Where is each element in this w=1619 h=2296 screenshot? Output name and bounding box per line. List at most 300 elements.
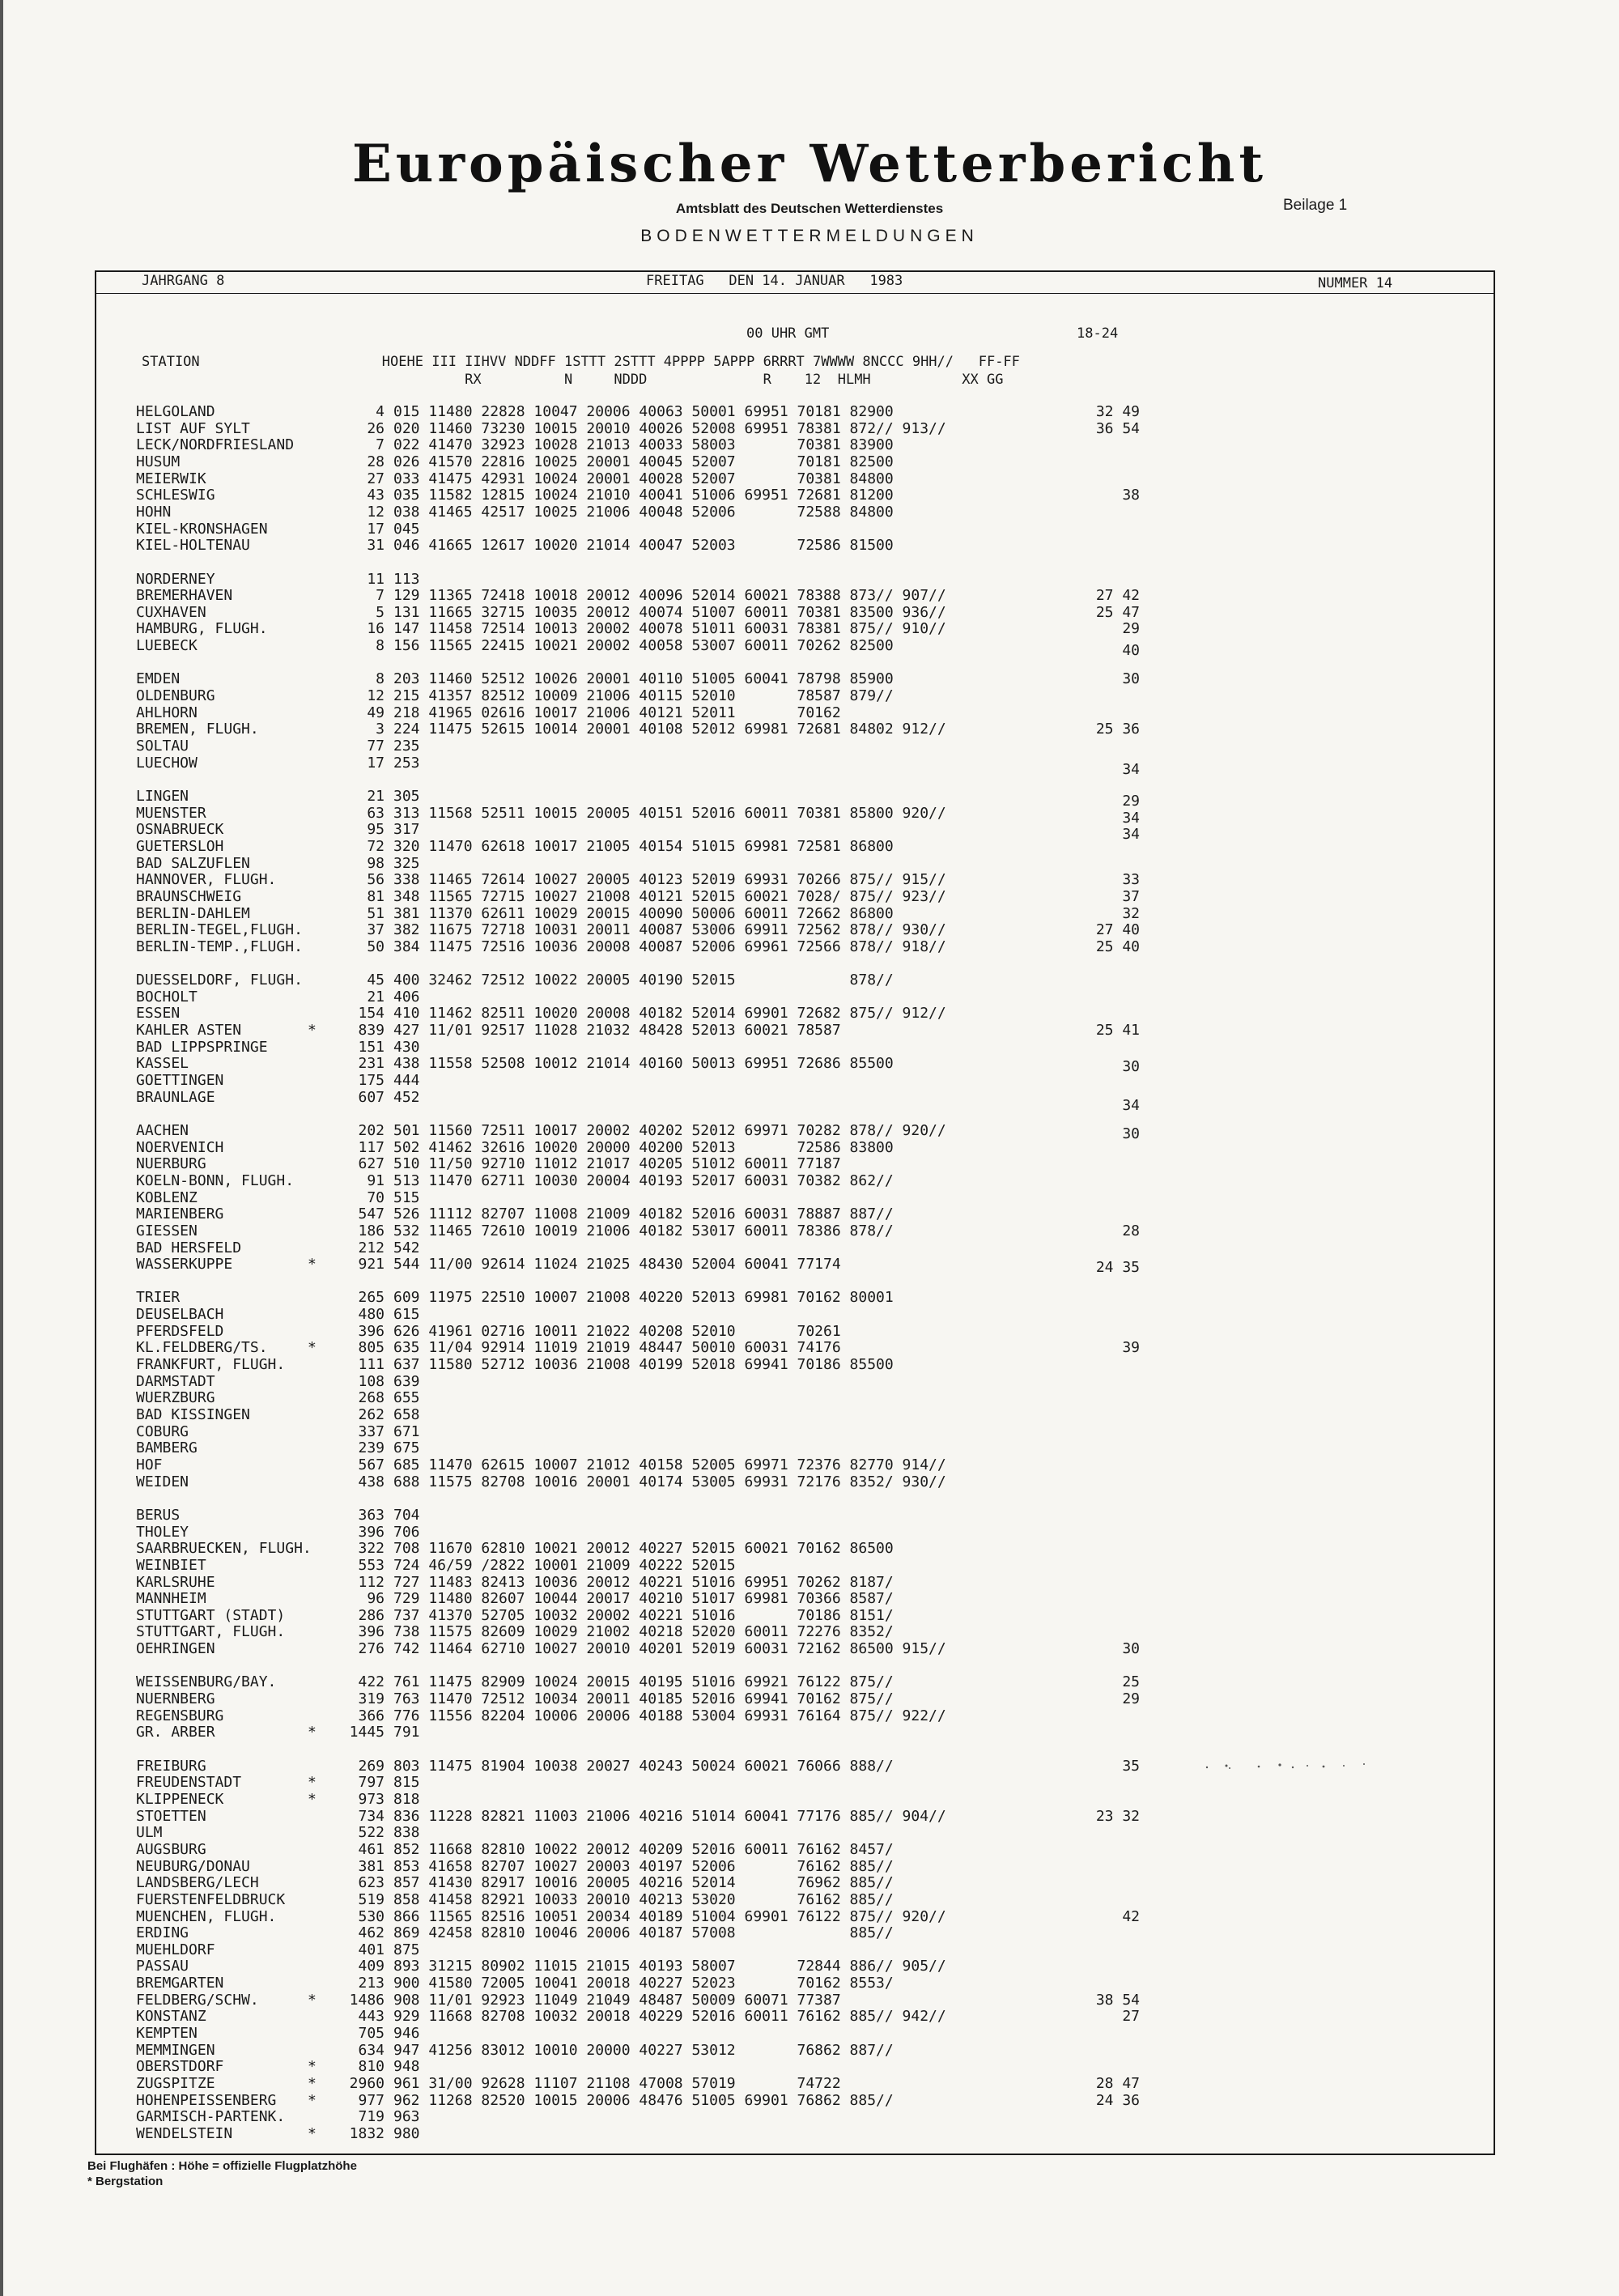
station-report-codes: 510 11/50 92710 11012 21017 40205 51012 60011 77187	[393, 1155, 841, 1173]
table-row	[136, 1022, 1464, 1039]
station-report-codes: 384 11475 72516 10036 20008 40087 52006 69961 72566 878// 918//	[393, 938, 946, 955]
table-row	[136, 1791, 1464, 1808]
station-name: WEISSENBURG/BAY.	[136, 1673, 277, 1691]
table-row	[136, 1673, 1464, 1690]
table-row	[136, 504, 1464, 521]
station-elevation: 422	[358, 1673, 385, 1691]
station-name: HANNOVER, FLUGH.	[136, 871, 277, 889]
table-row	[136, 704, 1464, 721]
table-row	[136, 1189, 1464, 1206]
station-elevation: 921	[358, 1256, 385, 1273]
table-row	[136, 1139, 1464, 1156]
station-elevation: 269	[358, 1757, 385, 1775]
station-report-codes: 038 41465 42517 10025 21006 40048 52006 72588 84800	[393, 503, 894, 521]
table-row	[136, 1323, 1464, 1340]
station-report-codes: 501 11560 72511 10017 20002 40202 52012 69971 70282 878// 920//	[393, 1121, 946, 1139]
station-elevation: 4	[376, 403, 385, 420]
table-row	[136, 1339, 1464, 1356]
station-name: WEINBIET	[136, 1556, 206, 1574]
station-elevation: 480	[358, 1306, 385, 1324]
table-row	[136, 587, 1464, 604]
station-elevation: 810	[358, 2058, 385, 2076]
station-report-codes: 900 41580 72005 10041 20018 40227 52023 70162 8553/	[393, 1975, 894, 1992]
table-row	[136, 1356, 1464, 1373]
wind-gust-values: 25 40	[1095, 938, 1140, 955]
station-name: FREUDENSTADT	[136, 1774, 242, 1792]
station-name: KIEL-KRONSHAGEN	[136, 520, 268, 538]
wind-gust-values: 32 49	[1095, 403, 1140, 420]
station-report-codes: 452	[393, 1088, 420, 1106]
table-row	[136, 1005, 1464, 1022]
station-name: DEUSELBACH	[136, 1306, 224, 1324]
table-row	[136, 1239, 1464, 1256]
table-row	[136, 1992, 1464, 2009]
station-report-codes: 113	[393, 570, 420, 588]
station-report-codes: 658	[393, 1406, 420, 1423]
station-name: MUENCHEN, FLUGH.	[136, 1907, 277, 1925]
wind-gust-values: 39	[1122, 1339, 1140, 1357]
wind-gust-values: 25 36	[1095, 721, 1140, 738]
table-row	[136, 620, 1464, 637]
volume-label: JAHRGANG 8	[142, 273, 225, 289]
station-report-codes: 815	[393, 1774, 420, 1792]
station-report-codes: 022 41470 32923 10028 21013 40033 58003 70381 83900	[393, 436, 894, 454]
station-report-codes: 869 42458 82810 10046 20006 40187 57008 885//	[393, 1924, 894, 1942]
station-elevation: 381	[358, 1857, 385, 1875]
table-row	[136, 754, 1464, 778]
station-name: NOERVENICH	[136, 1138, 224, 1156]
station-name: FRANKFURT, FLUGH.	[136, 1356, 286, 1373]
wind-gust-values: 29	[1122, 620, 1140, 638]
station-report-codes: 015 11480 22828 10047 20006 40063 50001 69951 70181 82900	[393, 403, 894, 420]
wind-gust-values: 30	[1122, 1640, 1140, 1658]
station-elevation: 839	[358, 1022, 385, 1039]
station-report-codes: 147 11458 72514 10013 20002 40078 51011 60031 78381 875// 910//	[393, 620, 946, 638]
station-report-codes: 045	[393, 520, 420, 538]
table-row	[136, 1205, 1464, 1222]
wind-gust-values: 34	[1122, 1096, 1140, 1114]
table-row	[136, 1623, 1464, 1640]
station-elevation: 95	[367, 821, 385, 839]
station-name: AACHEN	[136, 1121, 189, 1139]
table-row	[136, 1574, 1464, 1591]
wind-gust-values: 30	[1122, 1058, 1140, 1076]
station-name: CUXHAVEN	[136, 603, 206, 621]
table-row	[136, 1256, 1464, 1277]
station-elevation: 366	[358, 1707, 385, 1724]
station-name: WUERZBURG	[136, 1389, 215, 1407]
station-elevation: 27	[367, 470, 385, 487]
wind-gust-values: 28	[1122, 1222, 1140, 1239]
wind-gust-values: 29	[1122, 1690, 1140, 1707]
station-name: BERLIN-DAHLEM	[136, 904, 250, 922]
wind-gust-values: 29	[1122, 792, 1140, 810]
station-elevation: 522	[358, 1824, 385, 1842]
table-row	[136, 1941, 1464, 1958]
station-name: ZUGSPITZE	[136, 2075, 215, 2092]
station-report-codes: 026 41570 22816 10025 20001 40045 52007 70181 82500	[393, 453, 894, 470]
station-name: KONSTANZ	[136, 2008, 206, 2026]
station-name: WEIDEN	[136, 1473, 189, 1490]
station-elevation: 461	[358, 1840, 385, 1858]
table-row	[136, 1590, 1464, 1607]
station-report-codes: 688 11575 82708 10016 20001 40174 53005 69931 72176 8352/ 930//	[393, 1473, 946, 1490]
table-row	[136, 1373, 1464, 1390]
station-report-codes: 317	[393, 821, 420, 839]
station-report-codes: 253	[393, 754, 420, 772]
wind-gust-values: 27 42	[1095, 587, 1140, 605]
station-report-codes: 858 41458 82921 10033 20010 40213 53020 76162 885//	[393, 1890, 894, 1908]
station-name: HAMBURG, FLUGH.	[136, 620, 268, 638]
station-report-codes: 706	[393, 1523, 420, 1541]
station-elevation: 77	[367, 738, 385, 755]
table-spacer-row	[136, 654, 1464, 671]
station-report-codes: 305	[393, 787, 420, 805]
station-name: REGENSBURG	[136, 1707, 224, 1724]
table-row	[136, 1439, 1464, 1456]
station-elevation: 438	[358, 1473, 385, 1490]
station-report-codes: 544 11/00 92614 11024 21025 48430 52004 60041 77174	[393, 1256, 841, 1273]
station-name: AUGSBURG	[136, 1840, 206, 1858]
station-report-codes: 320 11470 62618 10017 21005 40154 51015 69981 72581 86800	[393, 837, 894, 855]
wind-gust-values: 35	[1122, 1757, 1140, 1775]
station-report-codes: 742 11464 62710 10027 20010 40201 52019 60031 72162 86500 915//	[393, 1640, 946, 1658]
station-elevation: 91	[367, 1171, 385, 1189]
station-name: HOHN	[136, 503, 172, 521]
table-row	[136, 804, 1464, 827]
header-divider	[95, 293, 1495, 294]
station-report-codes: 438 11558 52508 10012 21014 40160 50013 69951 72686 85500	[393, 1055, 894, 1073]
station-elevation: 112	[358, 1573, 385, 1591]
table-row	[136, 855, 1464, 872]
table-row	[136, 721, 1464, 738]
station-report-codes: 727 11483 82413 10036 20012 40221 51016 69951 70262 8187/	[393, 1573, 894, 1591]
station-name: EMDEN	[136, 670, 181, 688]
station-report-codes: 542	[393, 1239, 420, 1256]
table-row	[136, 1524, 1464, 1541]
station-name: THOLEY	[136, 1523, 189, 1541]
wind-gust-values: 24 36	[1095, 2091, 1140, 2109]
station-report-codes: 313 11568 52511 10015 20005 40151 52016 60011 70381 85800 920//	[393, 804, 946, 822]
document-title: Europäischer Wetterbericht	[352, 134, 1267, 194]
station-name: KOBLENZ	[136, 1188, 198, 1206]
table-row	[136, 738, 1464, 755]
table-row	[136, 1874, 1464, 1891]
station-name: BAMBERG	[136, 1439, 198, 1457]
table-row	[136, 521, 1464, 538]
table-row	[136, 1841, 1464, 1858]
station-report-codes: 203 11460 52512 10026 20001 40110 51005 60041 78798 85900	[393, 670, 894, 688]
station-elevation: 8	[376, 670, 385, 688]
station-elevation: 262	[358, 1406, 385, 1423]
station-name: BREMGARTEN	[136, 1975, 224, 1992]
station-elevation: 705	[358, 2025, 385, 2042]
station-name: ULM	[136, 1824, 163, 1842]
table-row	[136, 1908, 1464, 1925]
wind-time-range: 18-24	[1077, 325, 1119, 342]
station-report-codes: 502 41462 32616 10020 20000 40200 52013 72586 83800	[393, 1138, 894, 1156]
station-elevation: 7	[376, 587, 385, 605]
station-name: GR. ARBER	[136, 1724, 215, 1741]
table-row	[136, 1456, 1464, 1473]
table-row	[136, 1306, 1464, 1323]
station-name: BREMERHAVEN	[136, 587, 233, 605]
station-report-codes: 961 31/00 92628 11107 21108 47008 57019 74722	[393, 2075, 841, 2092]
station-report-codes: 947 41256 83012 10010 20000 40227 53012 76862 887//	[393, 2041, 894, 2059]
station-elevation: 111	[358, 1356, 385, 1373]
table-row	[136, 972, 1464, 989]
document-subtitle: Amtsblatt des Deutschen Wetterdienstes	[675, 201, 944, 216]
table-row	[136, 1406, 1464, 1423]
station-name: MUENSTER	[136, 804, 206, 822]
table-spacer-row	[136, 1273, 1464, 1290]
station-report-codes: 948	[393, 2058, 420, 2076]
station-report-codes: 724 46/59 /2822 10001 21009 40222 52015	[393, 1556, 736, 1574]
station-elevation: 56	[367, 871, 385, 889]
mountain-station-mark: *	[308, 1774, 317, 1792]
wind-gust-values: 27	[1122, 2008, 1140, 2026]
observation-time: 00 UHR GMT	[746, 325, 830, 342]
station-name: LINGEN	[136, 787, 189, 805]
table-row	[136, 2108, 1464, 2125]
station-elevation: 51	[367, 904, 385, 922]
station-report-codes: 348 11565 72715 10027 21008 40121 52015 60021 7028/ 875// 923//	[393, 887, 946, 905]
station-name: KEMPTEN	[136, 2025, 198, 2042]
station-report-codes: 637 11580 52712 10036 21008 40199 52018 69941 70186 85500	[393, 1356, 894, 1373]
table-row	[136, 571, 1464, 588]
table-row	[136, 1958, 1464, 1975]
wind-gust-values: 38 54	[1095, 1991, 1140, 2009]
station-name: KAHLER ASTEN	[136, 1022, 242, 1039]
station-elevation: 553	[358, 1556, 385, 1574]
station-report-codes: 235	[393, 738, 420, 755]
station-name: BERLIN-TEGEL,FLUGH.	[136, 921, 303, 939]
section-title: BODENWETTERMELDUNGEN	[640, 227, 979, 245]
station-report-codes: 609 11975 22510 10007 21008 40220 52013 69981 70162 80001	[393, 1289, 894, 1307]
station-elevation: 98	[367, 854, 385, 872]
station-elevation: 567	[358, 1456, 385, 1473]
station-report-codes: 156 11565 22415 10021 20002 40058 53007 60011 70262 82500	[393, 637, 894, 655]
station-report-codes: 129 11365 72418 10018 20012 40096 52014 60021 78388 873// 907//	[393, 587, 946, 605]
table-spacer-row	[136, 1657, 1464, 1674]
station-elevation: 212	[358, 1239, 385, 1256]
column-subheaders: RX N NDDD R 12 HLMH XX GG	[142, 372, 1004, 388]
table-row	[136, 1507, 1464, 1524]
station-elevation: 3	[376, 721, 385, 738]
table-row	[136, 687, 1464, 704]
station-report-codes: 444	[393, 1072, 420, 1089]
station-name: KOELN-BONN, FLUGH.	[136, 1171, 295, 1189]
table-row	[136, 871, 1464, 888]
station-elevation: 239	[358, 1439, 385, 1457]
station-elevation: 7	[376, 436, 385, 454]
station-report-codes: 737 41370 52705 10032 20002 40221 51016 70186 8151/	[393, 1606, 894, 1624]
station-elevation: 286	[358, 1606, 385, 1624]
station-name: BERLIN-TEMP.,FLUGH.	[136, 938, 303, 955]
station-name: LECK/NORDFRIESLAND	[136, 436, 295, 454]
mountain-station-mark: *	[308, 2058, 317, 2076]
station-name: BAD HERSFELD	[136, 1239, 242, 1256]
station-report-codes: 803 11475 81904 10038 20027 40243 50024 60021 76066 888//	[393, 1757, 894, 1775]
station-name: BERUS	[136, 1506, 181, 1524]
station-report-codes: 963	[393, 2108, 420, 2126]
table-row	[136, 1055, 1464, 1076]
station-elevation: 81	[367, 887, 385, 905]
station-report-codes: 400 32462 72512 10022 20005 40190 52015 878//	[393, 972, 894, 989]
station-report-codes: 635 11/04 92914 11019 21019 48447 50010 60031 74176	[393, 1339, 841, 1357]
station-elevation: 337	[358, 1422, 385, 1440]
station-report-codes: 929 11668 82708 10032 20018 40229 52016 60011 76162 885// 942//	[393, 2008, 946, 2026]
station-name: GARMISCH-PARTENK.	[136, 2108, 286, 2126]
station-report-codes: 430	[393, 1038, 420, 1056]
station-elevation: 96	[367, 1590, 385, 1608]
station-elevation: 627	[358, 1155, 385, 1173]
station-report-codes: 515	[393, 1188, 420, 1206]
wind-gust-values: 25 47	[1095, 603, 1140, 621]
station-elevation: 49	[367, 704, 385, 721]
station-elevation: 12	[367, 503, 385, 521]
table-row	[136, 905, 1464, 922]
station-name: NORDERNEY	[136, 570, 215, 588]
wind-gust-values: 42	[1122, 1907, 1140, 1925]
wind-gust-values: 36 54	[1095, 419, 1140, 437]
table-spacer-row	[136, 771, 1464, 788]
station-report-codes: 532 11465 72610 10019 21006 40182 53017 60011 78386 878//	[393, 1222, 894, 1239]
table-row	[136, 2092, 1464, 2109]
station-elevation: 11	[367, 570, 385, 588]
station-name: OSNABRUECK	[136, 821, 224, 839]
table-row	[136, 604, 1464, 621]
wind-gust-values: 40	[1122, 642, 1140, 660]
station-elevation: 734	[358, 1807, 385, 1825]
station-elevation: 1832	[349, 2124, 385, 2142]
table-row	[136, 1172, 1464, 1189]
station-name: HUSUM	[136, 453, 181, 470]
station-name: BRAUNSCHWEIG	[136, 887, 242, 905]
station-report-codes: 513 11470 62711 10030 20004 40193 52017 60031 70382 862//	[393, 1171, 894, 1189]
station-elevation: 322	[358, 1540, 385, 1558]
table-row	[136, 1540, 1464, 1557]
station-elevation: 409	[358, 1958, 385, 1975]
station-elevation: 63	[367, 804, 385, 822]
wind-gust-values: 34	[1122, 826, 1140, 844]
station-name: FREIBURG	[136, 1757, 206, 1775]
station-report-codes: 020 11460 73230 10015 20010 40026 52008 69951 78381 872// 913//	[393, 419, 946, 437]
table-row	[136, 1724, 1464, 1741]
station-elevation: 37	[367, 921, 385, 939]
station-elevation: 519	[358, 1890, 385, 1908]
station-name: MANNHEIM	[136, 1590, 206, 1608]
station-report-codes: 838	[393, 1824, 420, 1842]
wind-gust-values: 24 35	[1095, 1259, 1140, 1277]
mountain-station-mark: *	[308, 1790, 317, 1808]
station-name: KASSEL	[136, 1055, 189, 1073]
station-name: PASSAU	[136, 1958, 189, 1975]
station-report-codes: 761 11475 82909 10024 20015 40195 51016 69921 76122 875//	[393, 1673, 894, 1691]
wind-gust-values: 33	[1122, 871, 1140, 889]
station-report-codes: 615	[393, 1306, 420, 1324]
station-name: BAD KISSINGEN	[136, 1406, 250, 1423]
mountain-station-mark: *	[308, 1991, 317, 2009]
station-report-codes: 626 41961 02716 10011 21022 40208 52010 70261	[393, 1322, 841, 1340]
station-report-codes: 866 11565 82516 10051 20034 40189 51004 69901 76122 875// 920//	[393, 1907, 946, 1925]
mountain-station-mark: *	[308, 1339, 317, 1357]
table-row	[136, 403, 1464, 420]
station-elevation: 401	[358, 1941, 385, 1958]
station-name: COBURG	[136, 1422, 189, 1440]
table-spacer-row	[136, 1490, 1464, 1507]
station-report-codes: 675	[393, 1439, 420, 1457]
station-report-codes: 853 41658 82707 10027 20003 40197 52006 76162 885//	[393, 1857, 894, 1875]
station-report-codes: 427 11/01 92517 11028 21032 48428 52013 60021 78587	[393, 1022, 841, 1039]
table-row	[136, 1924, 1464, 1941]
station-elevation: 797	[358, 1774, 385, 1792]
station-report-codes: 763 11470 72512 10034 20011 40185 52016 69941 70162 875//	[393, 1690, 894, 1707]
station-elevation: 977	[358, 2091, 385, 2109]
station-report-codes: 893 31215 80902 11015 21015 40193 58007 72844 886// 905//	[393, 1958, 946, 1975]
table-row	[136, 1121, 1464, 1142]
station-elevation: 117	[358, 1138, 385, 1156]
station-elevation: 231	[358, 1055, 385, 1073]
station-name: STUTTGART, FLUGH.	[136, 1623, 286, 1641]
station-elevation: 396	[358, 1523, 385, 1541]
station-report-codes: 410 11462 82511 10020 20008 40182 52014 69901 72682 875// 912//	[393, 1005, 946, 1023]
station-name: NUERNBERG	[136, 1690, 215, 1707]
station-elevation: 607	[358, 1088, 385, 1106]
table-row	[136, 1289, 1464, 1306]
station-name: GIESSEN	[136, 1222, 198, 1239]
table-row	[136, 453, 1464, 470]
station-report-codes: 704	[393, 1506, 420, 1524]
station-elevation: 175	[358, 1072, 385, 1089]
station-elevation: 43	[367, 487, 385, 504]
station-elevation: 45	[367, 972, 385, 989]
wind-gust-values: 32	[1122, 904, 1140, 922]
station-elevation: 319	[358, 1690, 385, 1707]
table-row	[136, 1222, 1464, 1239]
station-report-codes: 671	[393, 1422, 420, 1440]
table-row	[136, 1707, 1464, 1724]
station-name: LUEBECK	[136, 637, 198, 655]
station-elevation: 26	[367, 419, 385, 437]
station-report-codes: 857 41430 82917 10016 20005 40216 52014 76962 885//	[393, 1874, 894, 1892]
table-row	[136, 938, 1464, 955]
station-name: NEUBURG/DONAU	[136, 1857, 250, 1875]
station-report-codes: 382 11675 72718 10031 20011 40087 53006 69911 72562 878// 930//	[393, 921, 946, 939]
station-elevation: 268	[358, 1389, 385, 1407]
station-report-codes: 381 11370 62611 10029 20015 40090 50006 60011 72662 86800	[393, 904, 894, 922]
page-edge	[0, 0, 3, 2296]
table-row	[136, 1640, 1464, 1657]
station-elevation: 50	[367, 938, 385, 955]
wind-gust-values: 25	[1122, 1673, 1140, 1691]
station-elevation: 396	[358, 1623, 385, 1641]
table-row	[136, 670, 1464, 687]
mountain-station-mark: *	[308, 1724, 317, 1741]
station-name: ERDING	[136, 1924, 189, 1942]
table-row	[136, 787, 1464, 810]
station-name: BOCHOLT	[136, 988, 198, 1006]
station-elevation: 634	[358, 2041, 385, 2059]
table-row	[136, 1607, 1464, 1624]
station-elevation: 28	[367, 453, 385, 470]
station-elevation: 17	[367, 520, 385, 538]
station-elevation: 72	[367, 837, 385, 855]
table-row	[136, 989, 1464, 1006]
station-elevation: 276	[358, 1640, 385, 1658]
table-row	[136, 637, 1464, 660]
station-elevation: 5	[376, 603, 385, 621]
